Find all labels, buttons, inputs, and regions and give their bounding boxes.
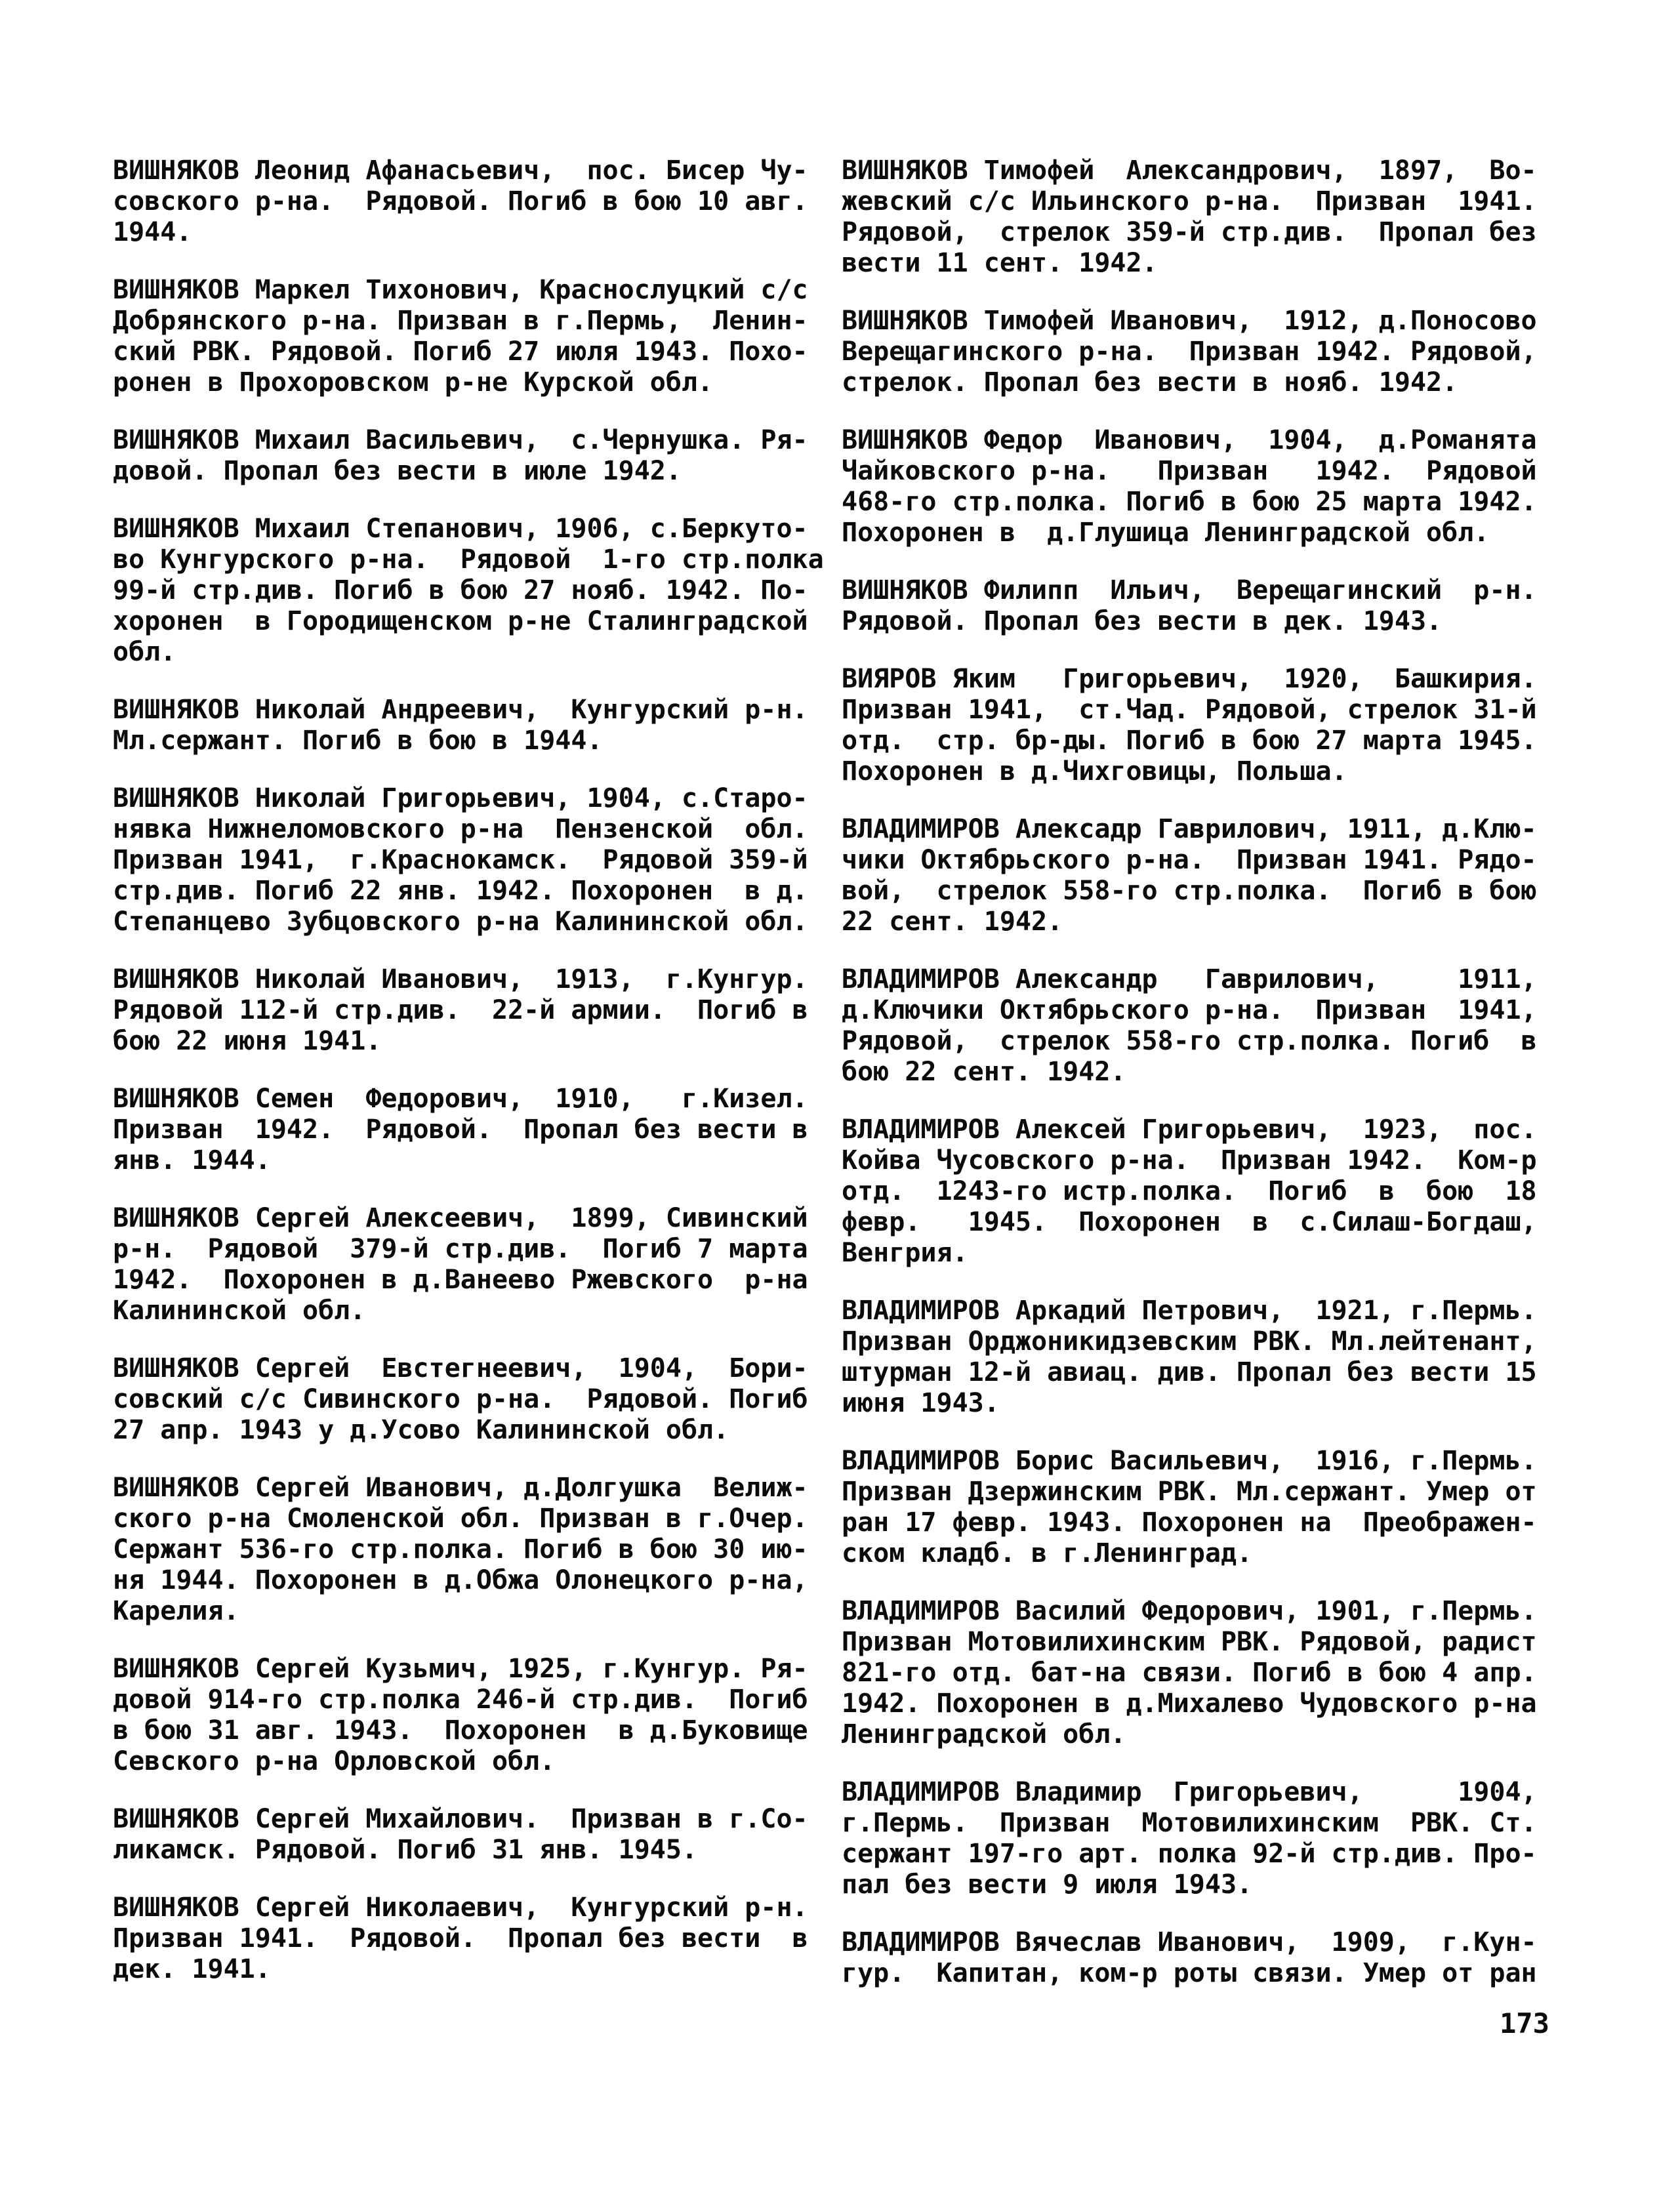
- entry-line: ВИШНЯКОВ Михаил Степанович, 1906, с.Беркуто-: [113, 514, 808, 544]
- entry-line: ВИШНЯКОВ Сергей Николаевич, Кунгурский р-н.: [113, 1893, 808, 1923]
- memorial-entry: [842, 155, 1547, 279]
- memorial-entry: [842, 664, 1547, 787]
- entry-line: ВИШНЯКОВ Тимофей Александрович, 1897, Во-: [842, 155, 1537, 186]
- memorial-entry: [842, 1296, 1547, 1419]
- entry-line: ВЛАДИМИРОВ Александр Гаврилович, 1911,: [842, 964, 1537, 994]
- entry-line: ВИШНЯКОВ Семен Федорович, 1910, г.Кизел.: [113, 1084, 808, 1114]
- entry-line: отд. стр. бр-ды. Погиб в бою 27 марта 1945.: [842, 726, 1537, 756]
- entry-line: ВИШНЯКОВ Николай Андреевич, Кунгурский р-н.: [113, 695, 808, 725]
- entry-line: обл.: [113, 637, 176, 667]
- entry-line: Севского р-на Орловской обл.: [113, 1746, 556, 1776]
- entry-line: Ленинградской обл.: [842, 1719, 1126, 1750]
- memorial-entry: [842, 964, 1547, 1088]
- entry-line: ВИШНЯКОВ Сергей Алексеевич, 1899, Сивинский: [113, 1203, 808, 1233]
- entry-line: ском кладб. в г.Ленинград.: [842, 1538, 1253, 1568]
- entry-line: Сержант 536-го стр.полка. Погиб в бою 30 ию-: [113, 1534, 808, 1565]
- entry-line: ВЛАДИМИРОВ Вячеслав Иванович, 1909, г.Кун-: [842, 1927, 1537, 1957]
- memorial-entry: [113, 1654, 816, 1777]
- entry-line: ВЛАДИМИРОВ Алексей Григорьевич, 1923, пос.: [842, 1115, 1537, 1145]
- entry-line: Мл.сержант. Погиб в бою в 1944.: [113, 726, 603, 756]
- memorial-entry: [842, 425, 1547, 548]
- entry-line: Призван Орджоникидзевским РВК. Мл.лейтенант,: [842, 1326, 1537, 1357]
- entry-line: ВИШНЯКОВ Тимофей Иванович, 1912, д.Поносово: [842, 306, 1537, 336]
- entry-line: ВЛАДИМИРОВ Аркадий Петрович, 1921, г.Пермь.: [842, 1296, 1537, 1326]
- left-column: [113, 155, 824, 2012]
- entry-line: совский с/с Сивинского р-на. Рядовой. Погиб: [113, 1384, 808, 1414]
- entry-line: ВЛАДИМИРОВ Василий Федорович, 1901, г.Пермь.: [842, 1596, 1537, 1626]
- entry-line: Призван 1942. Рядовой. Пропал без вести в: [113, 1115, 808, 1145]
- entry-line: Призван Мотовилихинским РВК. Рядовой, радист: [842, 1627, 1537, 1657]
- entry-line: ВЛАДИМИРОВ Борис Васильевич, 1916, г.Пермь.: [842, 1446, 1537, 1476]
- entry-line: стр.див. Погиб 22 янв. 1942. Похоронен в д.: [113, 876, 808, 906]
- memorial-entry: [842, 1446, 1547, 1569]
- entry-line: Калининской обл.: [113, 1296, 366, 1326]
- memorial-entry: [842, 306, 1547, 398]
- entry-line: бою 22 июня 1941.: [113, 1026, 382, 1056]
- memorial-entry: [842, 1115, 1547, 1269]
- entry-line: р-н. Рядовой 379-й стр.див. Погиб 7 марта: [113, 1234, 808, 1264]
- entry-line: Призван 1941, г.Краснокамск. Рядовой 359-й: [113, 845, 808, 875]
- memorial-entry: [113, 1084, 816, 1176]
- memorial-entry: [842, 1927, 1547, 1989]
- entry-line: Венгрия.: [842, 1238, 968, 1268]
- memorial-entry: [113, 155, 816, 248]
- entry-line: совского р-на. Рядовой. Погиб в бою 10 авг.: [113, 186, 808, 216]
- memorial-entry: [113, 695, 816, 756]
- entry-line: штурман 12-й авиац. див. Пропал без вести 15: [842, 1357, 1537, 1387]
- entry-line: ВИЯРОВ Яким Григорьевич, 1920, Башкирия.: [842, 664, 1537, 694]
- memorial-entry: [842, 1596, 1547, 1750]
- entry-line: чики Октябрьского р-на. Призван 1941. Рядо-: [842, 845, 1537, 875]
- entry-line: Призван 1941. Рядовой. Пропал без вести в: [113, 1923, 808, 1954]
- memorial-entry: [842, 814, 1547, 937]
- page-number: 173: [1500, 2007, 1549, 2039]
- entry-line: ронен в Прохоровском р-не Курской обл.: [113, 367, 714, 398]
- entry-line: ВИШНЯКОВ Николай Иванович, 1913, г.Кунгур.: [113, 964, 808, 994]
- entry-line: д.Ключики Октябрьского р-на. Призван 1941,: [842, 995, 1537, 1025]
- entry-line: ран 17 февр. 1943. Похоронен на Преображен-: [842, 1507, 1537, 1538]
- memorial-entry: [113, 1203, 816, 1326]
- entry-line: довой. Пропал без вести в июле 1942.: [113, 456, 682, 486]
- entry-line: Рядовой, стрелок 558-го стр.полка. Погиб в: [842, 1026, 1537, 1056]
- memorial-entry: [842, 575, 1547, 637]
- entry-line: Рядовой 112-й стр.див. 22-й армии. Погиб в: [113, 995, 808, 1025]
- entry-line: ВИШНЯКОВ Маркел Тихонович, Краснослуцкий с/с: [113, 275, 808, 305]
- entry-line: Рядовой, стрелок 359-й стр.див. Пропал без: [842, 217, 1537, 247]
- entry-line: ВИШНЯКОВ Сергей Евстегнеевич, 1904, Бори-: [113, 1353, 808, 1383]
- entry-line: сержант 197-го арт. полка 92-й стр.див. Про-: [842, 1839, 1537, 1869]
- entry-line: ликамск. Рядовой. Погиб 31 янв. 1945.: [113, 1835, 698, 1865]
- entry-line: 468-го стр.полка. Погиб в бою 25 марта 1942.: [842, 487, 1537, 517]
- entry-line: ВИШНЯКОВ Филипп Ильич, Верещагинский р-н.: [842, 575, 1537, 605]
- memorial-entry: [113, 275, 816, 398]
- entry-line: пал без вести 9 июля 1943.: [842, 1870, 1253, 1900]
- memorial-entry: [113, 1473, 816, 1627]
- entry-line: 27 апр. 1943 у д.Усово Калининской обл.: [113, 1415, 729, 1445]
- entry-line: Похоронен в д.Чихговицы, Польша.: [842, 756, 1347, 787]
- entry-line: ский РВК. Рядовой. Погиб 27 июля 1943. Похо-: [113, 337, 808, 367]
- memorial-entry: [113, 1353, 816, 1446]
- entry-line: Койва Чусовского р-на. Призван 1942. Ком-р: [842, 1145, 1537, 1176]
- entry-line: Похоронен в д.Глушица Ленинградской обл.: [842, 518, 1490, 548]
- memorial-entry: [113, 1804, 816, 1866]
- entry-line: ВИШНЯКОВ Леонид Афанасьевич, пос. Бисер Чу-: [113, 155, 808, 186]
- entry-line: Карелия.: [113, 1596, 239, 1626]
- entry-line: 1942. Похоронен в д.Михалево Чудовского р-на: [842, 1688, 1537, 1719]
- entry-line: хоронен в Городищенском р-не Сталинградской: [113, 606, 808, 636]
- entry-line: дек. 1941.: [113, 1954, 271, 1984]
- entry-line: ВИШНЯКОВ Михаил Васильевич, с.Чернушка. Ря-: [113, 425, 808, 455]
- entry-line: ВИШНЯКОВ Николай Григорьевич, 1904, с.Старо-: [113, 783, 808, 813]
- memorial-entry: [113, 425, 816, 487]
- entry-line: Рядовой. Пропал без вести в дек. 1943.: [842, 606, 1443, 636]
- right-column: [842, 155, 1547, 2016]
- entry-line: нявка Нижнеломовского р-на Пензенской обл.: [113, 814, 808, 844]
- entry-line: ня 1944. Похоронен в д.Обжа Олонецкого р-на,: [113, 1565, 808, 1595]
- entry-line: ВИШНЯКОВ Федор Иванович, 1904, д.Романята: [842, 425, 1537, 455]
- entry-line: июня 1943.: [842, 1388, 1000, 1418]
- entry-line: ВЛАДИМИРОВ Алексадр Гаврилович, 1911, д.Клю-: [842, 814, 1537, 844]
- entry-line: Призван Дзержинским РВК. Мл.сержант. Умер от: [842, 1477, 1537, 1507]
- entry-line: в бою 31 авг. 1943. Похоронен в д.Буковище: [113, 1715, 808, 1746]
- memorial-entry: [113, 783, 816, 937]
- entry-line: 1944.: [113, 217, 192, 247]
- entry-line: Чайковского р-на. Призван 1942. Рядовой: [842, 456, 1537, 486]
- entry-line: во Кунгурского р-на. Рядовой 1-го стр.полка: [113, 544, 824, 575]
- memorial-entry: [113, 514, 824, 668]
- entry-line: янв. 1944.: [113, 1145, 271, 1176]
- entry-line: 1942. Похоронен в д.Ванеево Ржевского р-на: [113, 1265, 808, 1295]
- entry-line: гур. Капитан, ком-р роты связи. Умер от ран: [842, 1958, 1537, 1988]
- entry-line: ВИШНЯКОВ Сергей Иванович, д.Долгушка Велиж-: [113, 1473, 808, 1503]
- entry-line: Верещагинского р-на. Призван 1942. Рядовой,: [842, 337, 1537, 367]
- entry-line: ВЛАДИМИРОВ Владимир Григорьевич, 1904,: [842, 1777, 1537, 1807]
- entry-line: ского р-на Смоленской обл. Призван в г.Очер.: [113, 1504, 808, 1534]
- entry-line: г.Пермь. Призван Мотовилихинским РВК. Ст.: [842, 1808, 1537, 1838]
- entry-line: жевский с/с Ильинского р-на. Призван 1941.: [842, 186, 1537, 216]
- entry-line: стрелок. Пропал без вести в нояб. 1942.: [842, 367, 1458, 398]
- entry-line: Добрянского р-на. Призван в г.Пермь, Ленин-: [113, 306, 808, 336]
- entry-line: 99-й стр.див. Погиб в бою 27 нояб. 1942. По-: [113, 575, 808, 605]
- entry-line: февр. 1945. Похоронен в с.Силаш-Богдаш,: [842, 1207, 1537, 1237]
- entry-line: бою 22 сент. 1942.: [842, 1057, 1126, 1087]
- memorial-entry: [113, 1893, 816, 1985]
- entry-line: ВИШНЯКОВ Сергей Михайлович. Призван в г.Со-: [113, 1804, 808, 1834]
- entry-line: Призван 1941, ст.Чад. Рядовой, стрелок 31-й: [842, 695, 1537, 725]
- memorial-entry: [113, 964, 816, 1057]
- entry-line: отд. 1243-го истр.полка. Погиб в бою 18: [842, 1176, 1537, 1206]
- entry-line: 821-го отд. бат-на связи. Погиб в бою 4 апр.: [842, 1658, 1537, 1688]
- memorial-entry: [842, 1777, 1547, 1900]
- entry-line: вести 11 сент. 1942.: [842, 248, 1158, 278]
- entry-line: 22 сент. 1942.: [842, 907, 1063, 937]
- entry-line: Степанцево Зубцовского р-на Калининской обл.: [113, 907, 808, 937]
- entry-line: довой 914-го стр.полка 246-й стр.див. Погиб: [113, 1685, 808, 1715]
- entry-line: вой, стрелок 558-го стр.полка. Погиб в бою: [842, 876, 1537, 906]
- entry-line: ВИШНЯКОВ Сергей Кузьмич, 1925, г.Кунгур. Ря-: [113, 1654, 808, 1684]
